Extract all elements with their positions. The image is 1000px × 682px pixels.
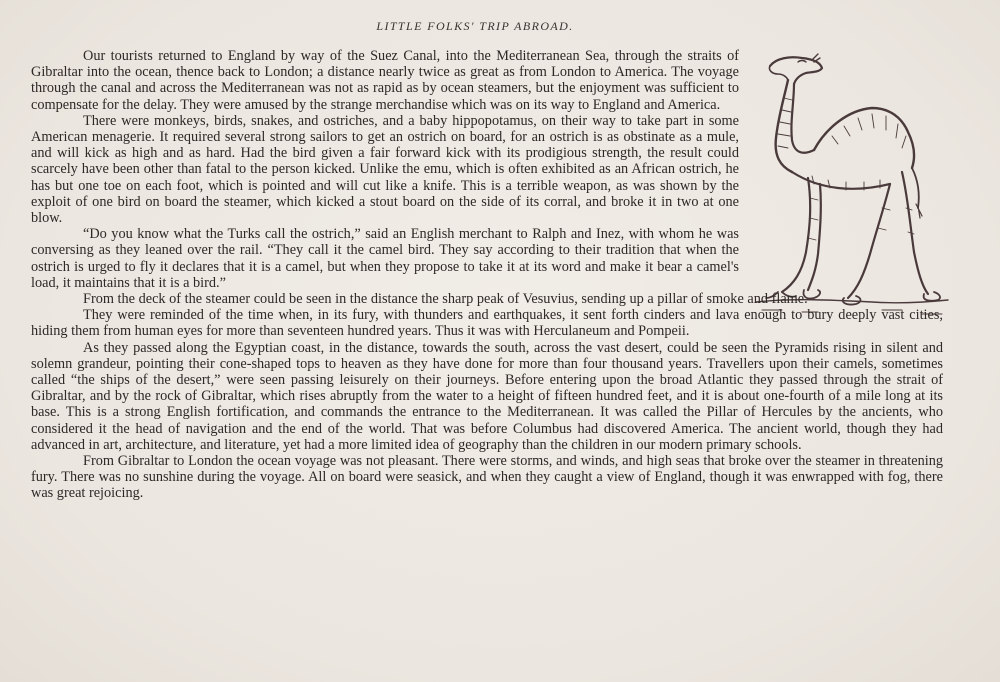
paragraph: As they passed along the Egyptian coast, in the distance, towards the south, across the vast desert, could be seen the Pyramids rising in silent and solemn grandeur, pointing their cone-shaped tops to heaven as they have done for more than four thousand years. Travellers upon their camels, sometimes called “the ships of the desert,” were seen passing leisurely on their journeys. Before entering upon the broad Atlantic they passed through the strait of Gibraltar, and by the rock of Gibraltar, which rises abruptly from the water to a height of fifteen hundred feet, and it is about one-fourth of a mile long at its base. This is a strong English fortification, and commands the entrance to the Mediterranean. It was called the Pillar of Hercules by the ancients, who considered it the head of navigation and the end of the world. That was before Columbus had discovered America. The ancient world, though they had advanced in art, architecture, and literature, yet had a more limited idea of geography than the children in our modern primary schools. (31, 339, 943, 453)
paragraph: Our tourists returned to England by way of the Suez Canal, into the Mediterranean Sea, through the straits of Gibraltar into the ocean, thence back to London; a distance nearly twice as great as from London to America. The voyage through the canal and across the Mediterranean was not as rapid as by ocean steamers, but the enjoyment was sufficient to compensate for the delay. They were amused by the strange merchandise which was on its way to England and America. (31, 48, 739, 113)
running-head: LITTLE FOLKS' TRIP ABROAD. (376, 19, 574, 33)
paragraph: From Gibraltar to London the ocean voyage was not pleasant. There were storms, and winds, and high seas that broke over the steamer in threatening fury. There was no sunshine during the voyage. All on board were seasick, and when they caught a view of England, though it was enwrapped with fog, there was great rejoicing. (31, 453, 943, 502)
paragraph: From the deck of the steamer could be seen in the distance the sharp peak of Vesuvius, sending up a pillar of smoke and flame. (83, 291, 808, 308)
body-text (31, 48, 943, 502)
paragraph: “Do you know what the Turks call the ostrich,” said an English merchant to Ralph and Inez, with whom he was conversing as they leaned over the rail. “They call it the camel bird. They say according to their tradition that when the ostrich is urged to fly it declares that it is a camel, but when they propose to take it at its word and make it bear a camel's load, it maintains that it is a bird.” (31, 226, 739, 291)
paragraph: They were reminded of the time when, in its fury, with thunders and earthquakes, it sent forth cinders and lava enough to bury deeply vast cities, hiding them from human eyes for more than seventeen hundred years. Thus it was with Herculaneum and Pompeii. (31, 307, 943, 340)
paragraph: There were monkeys, birds, snakes, and ostriches, and a baby hippopotamus, on their way to take part in some American menagerie. It required several strong sailors to get an ostrich on board, for an ostrich is as obstinate as a mule, and will kick as high and as hard. Had the bird given a fair forward kick with its prodigious strength, the result could scarcely have been other than fatal to the person kicked. Unlike the emu, which is often exhibited as an African ostrich, he has but one toe on each foot, which is pointed and will cut like a knife. This is a terrible weapon, as was shown by the exploit of one bird on board the steamer, which kicked a stout board on the side of its corral, and broke it in two at one blow. (31, 112, 739, 227)
